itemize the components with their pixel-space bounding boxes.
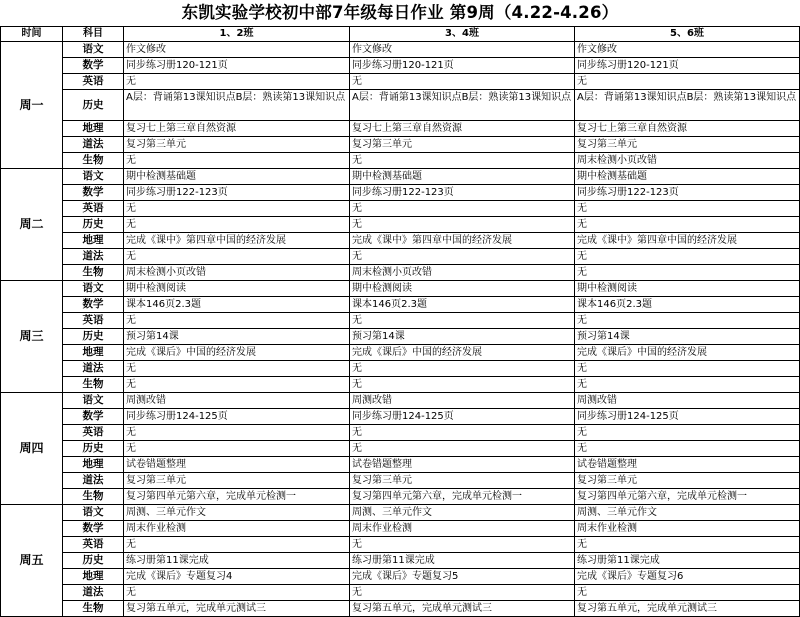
homework-cell-class-3-4: 练习册第11课完成 <box>350 553 575 569</box>
table-row <box>1 377 800 393</box>
homework-cell-class-3-4: 同步练习册120-121页 <box>350 58 575 74</box>
homework-cell-class-5-6: 试卷错题整理 <box>575 457 800 473</box>
homework-cell-class-3-4: 无 <box>350 313 575 329</box>
subject-label: 英语 <box>63 425 124 441</box>
homework-cell-class-5-6: 期中检测阅读 <box>575 281 800 297</box>
homework-cell-class-1-2: 期中检测阅读 <box>124 281 350 297</box>
homework-cell-class-3-4: 周测、三单元作文 <box>350 505 575 521</box>
table-row <box>1 313 800 329</box>
homework-cell-class-3-4: 无 <box>350 377 575 393</box>
day-label: 周二 <box>1 169 63 281</box>
homework-cell-class-5-6: 课本146页2.3题 <box>575 297 800 313</box>
homework-cell-class-3-4: 周末检测小页改错 <box>350 265 575 281</box>
day-label: 周五 <box>1 505 63 617</box>
subject-label: 地理 <box>63 345 124 361</box>
homework-cell-class-3-4: 无 <box>350 537 575 553</box>
table-row <box>1 249 800 265</box>
table-row <box>1 58 800 74</box>
table-row <box>1 42 800 58</box>
homework-cell-class-3-4: 完成《课中》第四章中国的经济发展 <box>350 233 575 249</box>
homework-cell-class-5-6: 无 <box>575 537 800 553</box>
homework-cell-class-1-2: 无 <box>124 153 350 169</box>
homework-cell-class-1-2: 无 <box>124 425 350 441</box>
table-row <box>1 441 800 457</box>
homework-cell-class-1-2: 课本146页2.3题 <box>124 297 350 313</box>
table-row <box>1 201 800 217</box>
homework-cell-class-3-4: 复习第四单元第六章，完成单元检测一 <box>350 489 575 505</box>
homework-cell-class-5-6: A层：背诵第13课知识点B层：熟读第13课知识点 <box>575 90 800 121</box>
homework-cell-class-1-2: 无 <box>124 441 350 457</box>
homework-cell-class-5-6: 无 <box>575 441 800 457</box>
subject-label: 语文 <box>63 42 124 58</box>
subject-label: 道法 <box>63 473 124 489</box>
homework-cell-class-3-4: 完成《课后》中国的经济发展 <box>350 345 575 361</box>
homework-cell-class-3-4: A层：背诵第13课知识点B层：熟读第13课知识点 <box>350 90 575 121</box>
subject-label: 生物 <box>63 265 124 281</box>
subject-label: 数学 <box>63 409 124 425</box>
table-row <box>1 457 800 473</box>
day-label: 周三 <box>1 281 63 393</box>
homework-cell-class-5-6: 周测、三单元作文 <box>575 505 800 521</box>
table-row <box>1 569 800 585</box>
subject-label: 地理 <box>63 233 124 249</box>
homework-cell-class-3-4: 预习第14课 <box>350 329 575 345</box>
subject-label: 数学 <box>63 297 124 313</box>
homework-cell-class-1-2: 周末作业检测 <box>124 521 350 537</box>
homework-cell-class-1-2: 试卷错题整理 <box>124 457 350 473</box>
subject-label: 历史 <box>63 217 124 233</box>
homework-cell-class-1-2: 复习第三单元 <box>124 473 350 489</box>
homework-cell-class-5-6: 无 <box>575 425 800 441</box>
page-title: 东凯实验学校初中部7年级每日作业 第9周（4.22-4.26） <box>181 3 619 22</box>
table-row <box>1 505 800 521</box>
homework-cell-class-5-6: 完成《课中》第四章中国的经济发展 <box>575 233 800 249</box>
homework-cell-class-1-2: 无 <box>124 313 350 329</box>
subject-label: 道法 <box>63 585 124 601</box>
day-label: 周一 <box>1 42 63 169</box>
homework-cell-class-3-4: 无 <box>350 153 575 169</box>
subject-label: 生物 <box>63 377 124 393</box>
table-row <box>1 489 800 505</box>
table-row <box>1 185 800 201</box>
subject-label: 历史 <box>63 90 124 121</box>
homework-cell-class-5-6: 无 <box>575 265 800 281</box>
table-row <box>1 121 800 137</box>
subject-label: 语文 <box>63 393 124 409</box>
homework-cell-class-3-4: 同步练习册124-125页 <box>350 409 575 425</box>
homework-cell-class-5-6: 无 <box>575 377 800 393</box>
subject-label: 历史 <box>63 441 124 457</box>
subject-label: 地理 <box>63 457 124 473</box>
table-row <box>1 345 800 361</box>
homework-cell-class-5-6: 无 <box>575 249 800 265</box>
homework-cell-class-1-2: 复习第四单元第六章，完成单元检测一 <box>124 489 350 505</box>
homework-cell-class-3-4: 复习七上第三章自然资源 <box>350 121 575 137</box>
homework-cell-class-5-6: 期中检测基础题 <box>575 169 800 185</box>
table-row <box>1 329 800 345</box>
homework-cell-class-3-4: 无 <box>350 201 575 217</box>
table-row <box>1 537 800 553</box>
homework-cell-class-3-4: 复习第三单元 <box>350 137 575 153</box>
homework-cell-class-1-2: 同步练习册120-121页 <box>124 58 350 74</box>
homework-cell-class-3-4: 复习第三单元 <box>350 473 575 489</box>
homework-cell-class-5-6: 完成《课后》中国的经济发展 <box>575 345 800 361</box>
homework-cell-class-5-6: 无 <box>575 74 800 90</box>
homework-cell-class-1-2: 作文修改 <box>124 42 350 58</box>
subject-label: 道法 <box>63 137 124 153</box>
subject-label: 历史 <box>63 553 124 569</box>
table-body <box>1 42 800 617</box>
header-class-5-6: 5、6班 <box>575 27 800 42</box>
homework-cell-class-1-2: 复习第五单元，完成单元测试三 <box>124 601 350 617</box>
homework-cell-class-1-2: 复习第三单元 <box>124 137 350 153</box>
homework-cell-class-5-6: 复习第五单元，完成单元测试三 <box>575 601 800 617</box>
homework-cell-class-5-6: 完成《课后》专题复习6 <box>575 569 800 585</box>
homework-cell-class-1-2: 完成《课中》第四章中国的经济发展 <box>124 233 350 249</box>
homework-cell-class-1-2: 期中检测基础题 <box>124 169 350 185</box>
homework-cell-class-3-4: 期中检测基础题 <box>350 169 575 185</box>
homework-cell-class-1-2: 无 <box>124 74 350 90</box>
homework-cell-class-5-6: 复习第四单元第六章，完成单元检测一 <box>575 489 800 505</box>
table-row <box>1 74 800 90</box>
homework-cell-class-3-4: 完成《课后》专题复习5 <box>350 569 575 585</box>
homework-cell-class-1-2: A层：背诵第13课知识点B层：熟读第13课知识点 <box>124 90 350 121</box>
homework-cell-class-5-6: 作文修改 <box>575 42 800 58</box>
homework-cell-class-1-2: 无 <box>124 537 350 553</box>
subject-label: 数学 <box>63 58 124 74</box>
subject-label: 语文 <box>63 281 124 297</box>
homework-cell-class-5-6: 周末检测小页改错 <box>575 153 800 169</box>
subject-label: 数学 <box>63 521 124 537</box>
table-row <box>1 233 800 249</box>
header-subject: 科目 <box>63 27 124 42</box>
subject-label: 英语 <box>63 201 124 217</box>
homework-cell-class-3-4: 作文修改 <box>350 42 575 58</box>
header-time: 时间 <box>1 27 63 42</box>
table-row <box>1 217 800 233</box>
table-row <box>1 169 800 185</box>
homework-cell-class-1-2: 周末检测小页改错 <box>124 265 350 281</box>
subject-label: 语文 <box>63 505 124 521</box>
homework-cell-class-5-6: 无 <box>575 361 800 377</box>
homework-cell-class-5-6: 复习七上第三章自然资源 <box>575 121 800 137</box>
table-row <box>1 601 800 617</box>
homework-cell-class-1-2: 无 <box>124 217 350 233</box>
homework-cell-class-5-6: 周测改错 <box>575 393 800 409</box>
homework-cell-class-3-4: 无 <box>350 585 575 601</box>
homework-cell-class-3-4: 周测改错 <box>350 393 575 409</box>
homework-cell-class-1-2: 无 <box>124 249 350 265</box>
subject-label: 英语 <box>63 313 124 329</box>
homework-cell-class-1-2: 预习第14课 <box>124 329 350 345</box>
homework-cell-class-1-2: 周测改错 <box>124 393 350 409</box>
homework-cell-class-5-6: 同步练习册120-121页 <box>575 58 800 74</box>
homework-cell-class-1-2: 无 <box>124 201 350 217</box>
table-row <box>1 137 800 153</box>
homework-cell-class-1-2: 复习七上第三章自然资源 <box>124 121 350 137</box>
homework-cell-class-3-4: 无 <box>350 249 575 265</box>
table-row <box>1 473 800 489</box>
homework-cell-class-3-4: 无 <box>350 425 575 441</box>
homework-cell-class-5-6: 同步练习册124-125页 <box>575 409 800 425</box>
homework-cell-class-1-2: 周测、三单元作文 <box>124 505 350 521</box>
table-row <box>1 553 800 569</box>
homework-cell-class-5-6: 复习第三单元 <box>575 137 800 153</box>
subject-label: 英语 <box>63 537 124 553</box>
homework-table <box>0 26 800 617</box>
homework-cell-class-5-6: 周末作业检测 <box>575 521 800 537</box>
homework-cell-class-1-2: 无 <box>124 361 350 377</box>
homework-cell-class-3-4: 无 <box>350 74 575 90</box>
table-row <box>1 281 800 297</box>
subject-label: 生物 <box>63 601 124 617</box>
table-row <box>1 153 800 169</box>
homework-cell-class-5-6: 练习册第11课完成 <box>575 553 800 569</box>
homework-cell-class-5-6: 无 <box>575 313 800 329</box>
homework-cell-class-1-2: 无 <box>124 585 350 601</box>
homework-cell-class-5-6: 无 <box>575 201 800 217</box>
header-row <box>1 27 800 42</box>
table-row <box>1 521 800 537</box>
table-row <box>1 297 800 313</box>
subject-label: 英语 <box>63 74 124 90</box>
homework-cell-class-5-6: 无 <box>575 585 800 601</box>
table-row <box>1 425 800 441</box>
homework-cell-class-3-4: 无 <box>350 217 575 233</box>
table-row <box>1 585 800 601</box>
subject-label: 历史 <box>63 329 124 345</box>
homework-cell-class-1-2: 同步练习册124-125页 <box>124 409 350 425</box>
homework-cell-class-1-2: 完成《课后》专题复习4 <box>124 569 350 585</box>
subject-label: 生物 <box>63 153 124 169</box>
homework-cell-class-3-4: 复习第五单元，完成单元测试三 <box>350 601 575 617</box>
subject-label: 地理 <box>63 121 124 137</box>
homework-cell-class-5-6: 复习第三单元 <box>575 473 800 489</box>
homework-cell-class-3-4: 同步练习册122-123页 <box>350 185 575 201</box>
subject-label: 生物 <box>63 489 124 505</box>
table-row <box>1 265 800 281</box>
day-label: 周四 <box>1 393 63 505</box>
table-row <box>1 409 800 425</box>
homework-cell-class-3-4: 周末作业检测 <box>350 521 575 537</box>
homework-cell-class-1-2: 练习册第11课完成 <box>124 553 350 569</box>
subject-label: 道法 <box>63 249 124 265</box>
subject-label: 语文 <box>63 169 124 185</box>
homework-cell-class-3-4: 期中检测阅读 <box>350 281 575 297</box>
homework-cell-class-1-2: 无 <box>124 377 350 393</box>
homework-cell-class-5-6: 同步练习册122-123页 <box>575 185 800 201</box>
homework-cell-class-5-6: 预习第14课 <box>575 329 800 345</box>
table-row <box>1 90 800 121</box>
homework-cell-class-3-4: 无 <box>350 441 575 457</box>
subject-label: 地理 <box>63 569 124 585</box>
header-class-3-4: 3、4班 <box>350 27 575 42</box>
homework-cell-class-3-4: 试卷错题整理 <box>350 457 575 473</box>
homework-cell-class-1-2: 同步练习册122-123页 <box>124 185 350 201</box>
homework-cell-class-1-2: 完成《课后》中国的经济发展 <box>124 345 350 361</box>
subject-label: 数学 <box>63 185 124 201</box>
table-row <box>1 393 800 409</box>
homework-cell-class-3-4: 课本146页2.3题 <box>350 297 575 313</box>
homework-cell-class-5-6: 无 <box>575 217 800 233</box>
homework-cell-class-3-4: 无 <box>350 361 575 377</box>
subject-label: 道法 <box>63 361 124 377</box>
header-class-1-2: 1、2班 <box>124 27 350 42</box>
table-row <box>1 361 800 377</box>
